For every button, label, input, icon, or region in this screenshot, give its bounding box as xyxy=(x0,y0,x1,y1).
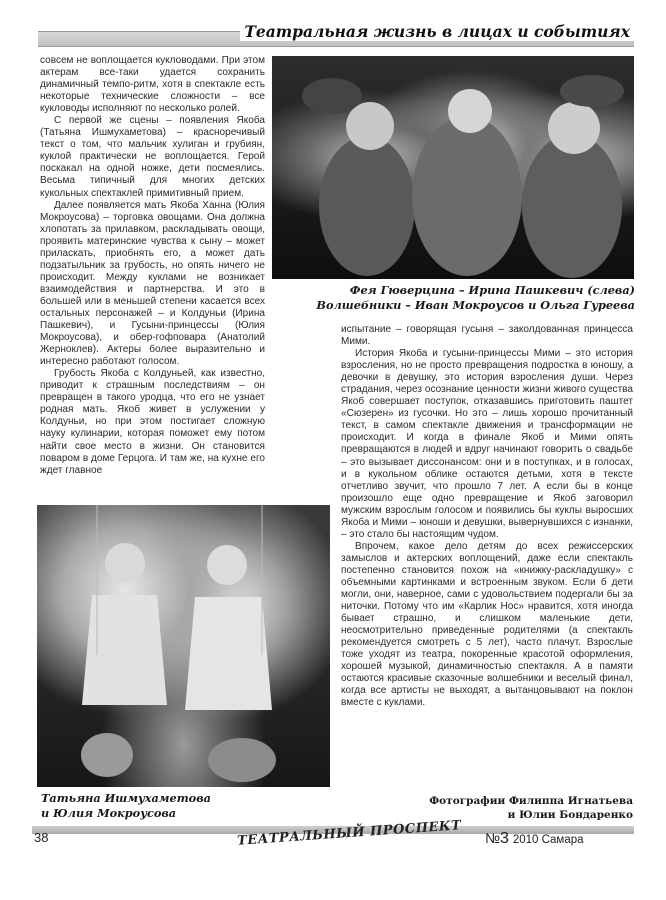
photo-credit xyxy=(395,794,633,822)
paragraph: Далее появляется мать Якоба Ханна (Юлия Мокроусова) – торговка овощами. Она должна хлопотать за прилавком, раскладывать овощи, проявить материнские чувства к сыну – может приласкать, приобнять его, а может дать подзатыльник за грубость, но опять ничего не происходит. Между куклами не возникает взаимодействия и партнерства. И это в большей или в меньшей степени касается всех остальных персонажей – и Колдуньи (Ирина Пашкевич), и Гусыни-принцессы (Юлия Мокроусова), и обер-гофповара (Анатолий Жерноклев). Актеры более выразительно и интересно работают голосом. xyxy=(40,199,265,368)
issue-info xyxy=(485,830,584,848)
photo-caption-bottom xyxy=(41,791,241,821)
paragraph: испытание – говорящая гусыня – заколдованная принцесса Мими. xyxy=(341,324,633,348)
photo-caption-top xyxy=(290,283,635,313)
magazine-name: ТЕАТРАЛЬНЫЙ ПРОСПЕКТ xyxy=(236,818,462,849)
credit-line: Фотографии Филиппа Игнатьева xyxy=(429,795,633,807)
issue-number: 3 xyxy=(500,830,509,847)
stage-photo-figures xyxy=(37,505,330,787)
stage-photo-actresses xyxy=(37,505,330,787)
caption-line: Татьяна Ишмухаметова xyxy=(41,791,211,805)
section-title xyxy=(188,22,634,41)
stage-photo-puppets xyxy=(272,56,634,279)
issue-year-city: 2010 Самара xyxy=(512,834,584,846)
paragraph: Впрочем, какое дело детям до всех режиссерских замыслов и актерских воплощений, даже если спектакль постепенно становится похож на «книжку-раскладушку» с объемными картинками и встроенным звуком. Если б дети могли, они, наверное, сами с удовольствием подергали бы за ниточки. Потому что им «Карлик Нос» нравится, хотя иногда бывает страшно, и слишком маленькие дети, неосмотрительно приведенные родителями (а спектакль рекомендуется смотреть с 5 лет), часто плачут. Взрослые тоже уходят из театра, покоренные красотой оформления, хорошей музыкой, динамичностью спектакля. А в памяти остаются красивые сказочные волшебники и веселый финал, когда все артисты не выходят, а вытанцовывают на поклон вместе с куклами. xyxy=(341,540,633,709)
article-column-right xyxy=(341,324,633,724)
issue-prefix: № xyxy=(485,830,501,846)
credit-line: и Юлии Бондаренко xyxy=(507,809,633,821)
section-title-text: Театральная жизнь в лицах и событиях xyxy=(240,22,634,41)
paragraph: С первой же сцены – появления Якоба (Татьяна Ишмухаметова) – красноречивый текст о том, что мальчик хулиган и грубиян, куклой практически не воплощается. Герой поскакал на одной ножке, дети посмеялись. Весьма типичный для многих детских кукольных спектаклей примитивный прием. xyxy=(40,115,265,199)
stage-photo-figures xyxy=(272,56,634,279)
caption-line: и Юлия Мокроусова xyxy=(41,806,177,820)
caption-line: Фея Гюверцина – Ирина Пашкевич (слева) xyxy=(349,283,635,297)
caption-line: Волшебники – Иван Мокроусов и Ольга Гуреева xyxy=(316,298,635,312)
paragraph: Грубость Якоба с Колдуньей, как известно, приводит к страшным последствиям – он превращен в такого уродца, что его не узнает родная мать. Якоб живет в услужении у Колдуньи, но при этом постигает сложную науку кулинарии, которая поможет ему потом найти свое место в жизни. Он становится поваром в доме Герцога. И там же, на кухне его ждет главное xyxy=(40,368,265,476)
paragraph: История Якоба и гусыни-принцессы Мими – это история взросления, но не просто превращения подростка в юношу, а девочки в девушку, это история взросления души. Через страдания, через осознание ценности жизни живого существа Якоб совершает поступок, отказавшись приготовить паштет «Сюзерен» из гусочки. Но это – лишь хорошо прочитанный текст, в самом спектакле движения и трансформации не происходит. И когда в финале Якоб и Мими опять превращаются в людей и вдруг начинают говорить о свадьбе – это вызывает диссонансом: они и в поступках, и в голосах, и в кукольном облике остаются детьми, хотя в тексте отчетливо звучит, что прошло 7 лет. А если бы в конце произошло еще одно превращение и Якоб заговорил мужским взрослым голосом и появились бы куклы выросших Якоба и Мими – юноши и девушки, вывернувшихся с изнанки, – это стало бы настоящим чудом. xyxy=(341,348,633,540)
page-number: 38 xyxy=(34,830,49,845)
article-column-left xyxy=(40,55,265,487)
paragraph: совсем не воплощается кукловодами. При этом актерам все-таки удается сохранить динамичный темпо-ритм, хотя в спектакле есть некоторые технические сложности – все кукловоды исполняют по несколько ролей. xyxy=(40,55,265,115)
